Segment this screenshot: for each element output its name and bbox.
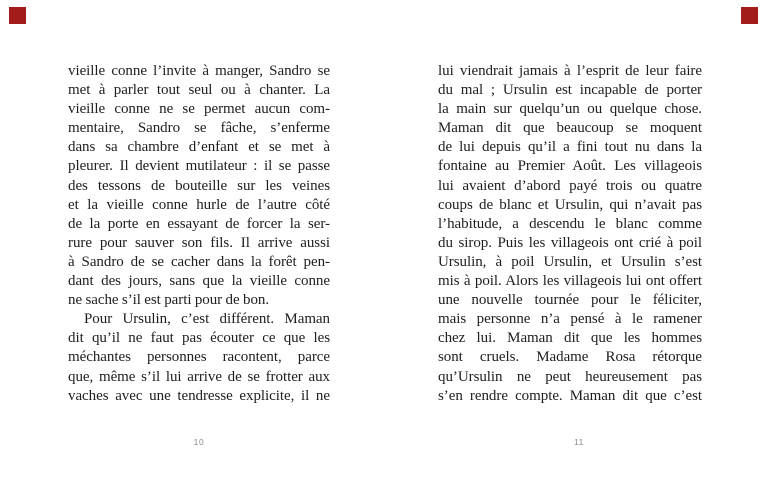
text-line: du mal ; Ursulin est incapable de porter bbox=[438, 82, 702, 99]
text-line: fontaine au Premier Août. Les villageois bbox=[438, 158, 702, 175]
text-line: dant des jours, sans que la vieille conne bbox=[68, 273, 330, 290]
text-line: s’en rendre compte. Maman dit que c’est bbox=[438, 387, 702, 404]
text-line: Pour Ursulin, c’est différent. Maman bbox=[84, 311, 330, 328]
page-right bbox=[438, 0, 702, 499]
text-line: que, même s’il lui arrive de se frotter aux bbox=[68, 368, 330, 385]
text-line: ne sache s’il est parti pour de bon. bbox=[68, 292, 270, 309]
text-line: dans sa chambre d’enfant et se met à bbox=[68, 139, 330, 156]
text-line: vieille conne ne se permet aucun com- bbox=[68, 101, 330, 118]
text-line: à Sandro de se cacher dans la forêt pen- bbox=[68, 253, 330, 270]
text-line: la main sur quelqu’un ou quelque chose. bbox=[438, 101, 702, 118]
text-line: qu’Ursulin ne peut heureusement pas bbox=[438, 368, 702, 385]
text-line: une nouvelle tournée pour le féliciter, bbox=[438, 292, 702, 309]
text-line: l’habitude, a descendu le blanc comme bbox=[438, 215, 702, 232]
text-line: méchantes personnes racontent, parce bbox=[68, 349, 330, 366]
text-line: de la porte en essayant de forcer la ser- bbox=[68, 215, 330, 232]
text-line: du sirop. Puis les villageois ont crié à poil bbox=[438, 234, 702, 251]
text-line: des tessons de bouteille sur les veines bbox=[68, 177, 330, 194]
page-left-text bbox=[68, 62, 330, 406]
page-number-left: 10 bbox=[193, 437, 205, 447]
corner-marker-right-icon bbox=[741, 7, 758, 24]
page-number-right: 11 bbox=[573, 437, 585, 447]
text-line: pleurer. Il devient mutilateur : il se passe bbox=[68, 158, 330, 175]
text-line: Ursulin, à poil Ursulin, et Ursulin s’est bbox=[438, 253, 702, 270]
page-left bbox=[68, 0, 330, 499]
text-line: Maman dit que beaucoup se moquent bbox=[438, 120, 702, 137]
text-line: dit qu’il ne faut pas écouter ce que les bbox=[68, 330, 330, 347]
text-line: mis à poil. Alors les villageois lui ont offert bbox=[438, 273, 702, 290]
text-line: sont cruels. Madame Rosa rétorque bbox=[438, 349, 702, 366]
text-line: mentaire, Sandro se fâche, s’enferme bbox=[68, 120, 330, 137]
text-line: met à parler tout seul ou à chanter. La bbox=[68, 82, 330, 99]
text-line: lui avaient d’abord payé trois ou quatre bbox=[438, 177, 702, 194]
text-line: chez lui. Maman dit que les hommes bbox=[438, 330, 702, 347]
text-line: de lui depuis qu’il a fini tout nu dans la bbox=[438, 139, 702, 156]
text-line: rure pour sauver son fils. Il arrive aussi bbox=[68, 234, 330, 251]
text-line: vieille conne l’invite à manger, Sandro se bbox=[68, 63, 330, 79]
text-line: coups de blanc et Ursulin, qui n’avait pas bbox=[438, 196, 702, 213]
text-line: et la vieille conne hurle de l’autre côté bbox=[68, 196, 330, 213]
page-right-text bbox=[438, 62, 702, 406]
corner-marker-left-icon bbox=[9, 7, 26, 24]
text-line: lui viendrait jamais à l’esprit de leur faire bbox=[438, 63, 702, 79]
text-line: mais personne n’a pensé à le ramener bbox=[438, 311, 702, 328]
text-line: vaches avec une tendresse explicite, il ne bbox=[68, 387, 330, 404]
